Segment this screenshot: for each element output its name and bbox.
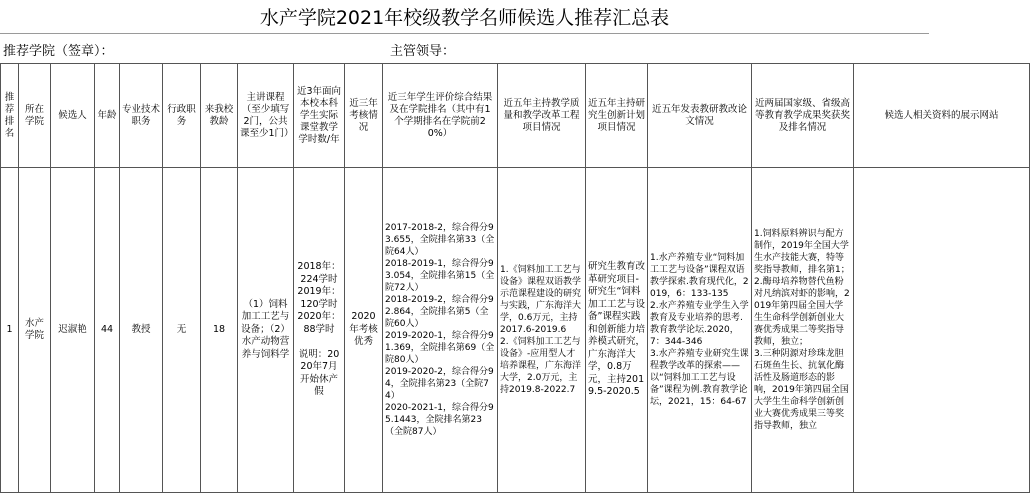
header-candidate: 候选人 <box>51 64 95 168</box>
cell-assessment[interactable]: 2020年考核优秀 <box>345 168 383 493</box>
header-teaching-hours: 近3年面向本校本科学生实际课堂教学学时数/年 <box>294 64 345 168</box>
cell-candidate[interactable]: 迟淑艳 <box>51 168 95 493</box>
meta-row <box>0 33 929 64</box>
header-row <box>1 64 1030 168</box>
supervising-leader-label: 主管领导： <box>390 44 456 59</box>
header-innovation-projects: 近五年主持研究生创新计划项目情况 <box>586 64 648 168</box>
candidate-table <box>0 63 1030 493</box>
header-college: 所在学院 <box>19 64 51 168</box>
header-rank: 推荐排名 <box>1 64 19 168</box>
cell-age[interactable]: 44 <box>95 168 120 493</box>
cell-papers[interactable]: 1.水产养殖专业“饲料加工工艺与设备”课程双语教学探索.教育现代化，2019，6：133-135 2.水产养殖专业学生入学教育及专业培养的思考.教育教学论坛.2020，7：344-346 3.水产养殖专业研究生课程教学改革的探索——以“饲料加工工艺与设备”课程为例.教育教学论坛，2021，15：64-67 <box>648 168 752 493</box>
cell-teaching-years[interactable]: 18 <box>201 168 238 493</box>
header-student-evaluation: 近三年学生评价综合结果及在学院排名（其中有1个学期排名在学院前20%） <box>383 64 498 168</box>
header-title: 专业技术职务 <box>120 64 163 168</box>
cell-college[interactable]: 水产学院 <box>19 168 51 493</box>
cell-awards[interactable]: 1.饲料原料辨识与配方制作，2019年全国大学生水产技能大赛，特等奖指导教师，排名第1； 2.酶母培养物替代鱼粉对凡纳滨对虾的影响，2019年第四届全国大学生生命科学创新创业大赛优秀成果二等奖指导教师，独立； 3.三种阴源对珍珠龙胆石斑鱼生长、抗氧化酶活性及肠道形态的影响，2019年第四届全国大学生生命科学创新创业大赛优秀成果三等奖指导教师，独立 <box>752 168 854 493</box>
header-reform-projects: 近五年主持教学质量和教学改革工程项目情况 <box>498 64 586 168</box>
cell-rank[interactable]: 1 <box>1 168 19 493</box>
cell-student-evaluation[interactable]: 2017-2018-2，综合得分93.655，全院排名第33（全院64人） 2018-2019-1，综合得分93.054，全院排名第15（全院72人） 2018-2019-2，综合得分92.864，全院排名第5（全院60人） 2019-2020-1，综合得分91.369，全院排名第69（全院80人） 2019-2020-2，综合得分94，全院排名第23（全院74） 2020-2021-1，综合得分95.1443，全院排名第23（全院87人） <box>383 168 498 493</box>
header-admin-position: 行政职务 <box>163 64 201 168</box>
cell-teaching-hours[interactable]: 2018年：224学时 2019年：120学时 2020年：88学时 说明：2020年7月开始休产假 <box>294 168 345 493</box>
header-teaching-years: 来我校教龄 <box>201 64 238 168</box>
header-papers: 近五年发表教研教改论文情况 <box>648 64 752 168</box>
cell-reform-projects[interactable]: 1.《饲料加工工艺与设备》课程双语教学示范课程建设的研究与实践，广东海洋大学，0.6万元，主持2017.6-2019.6 2.《饲料加工工艺与设备》-应用型人才培养课程，广东海洋大学，2.0万元，主持2019.8-2022.7 <box>498 168 586 493</box>
sheet-title: 水产学院2021年校级教学名师候选人推荐汇总表 <box>0 0 929 34</box>
cell-website[interactable] <box>854 168 1030 493</box>
header-website: 候选人相关资料的展示网站 <box>854 64 1030 168</box>
cell-courses[interactable]: （1）饲料加工工艺与设备；（2）水产动物营养与饲料学 <box>238 168 294 493</box>
table-row <box>1 168 1030 493</box>
cell-innovation-projects[interactable]: 研究生教育改革研究项目-研究生“饲料加工工艺与设备”课程实践和创新能力培养模式研究，广东海洋大学，0.8万元，主持2019.5-2020.5 <box>586 168 648 493</box>
recommending-college-label: 推荐学院（签章）： <box>3 44 114 59</box>
header-age: 年龄 <box>95 64 120 168</box>
header-awards: 近两届国家级、省级高等教育教学成果奖获奖及排名情况 <box>752 64 854 168</box>
header-assessment: 近三年考核情况 <box>345 64 383 168</box>
cell-title[interactable]: 教授 <box>120 168 163 493</box>
cell-admin-position[interactable]: 无 <box>163 168 201 493</box>
header-courses: 主讲课程（至少填写2门，公共课至少1门） <box>238 64 294 168</box>
